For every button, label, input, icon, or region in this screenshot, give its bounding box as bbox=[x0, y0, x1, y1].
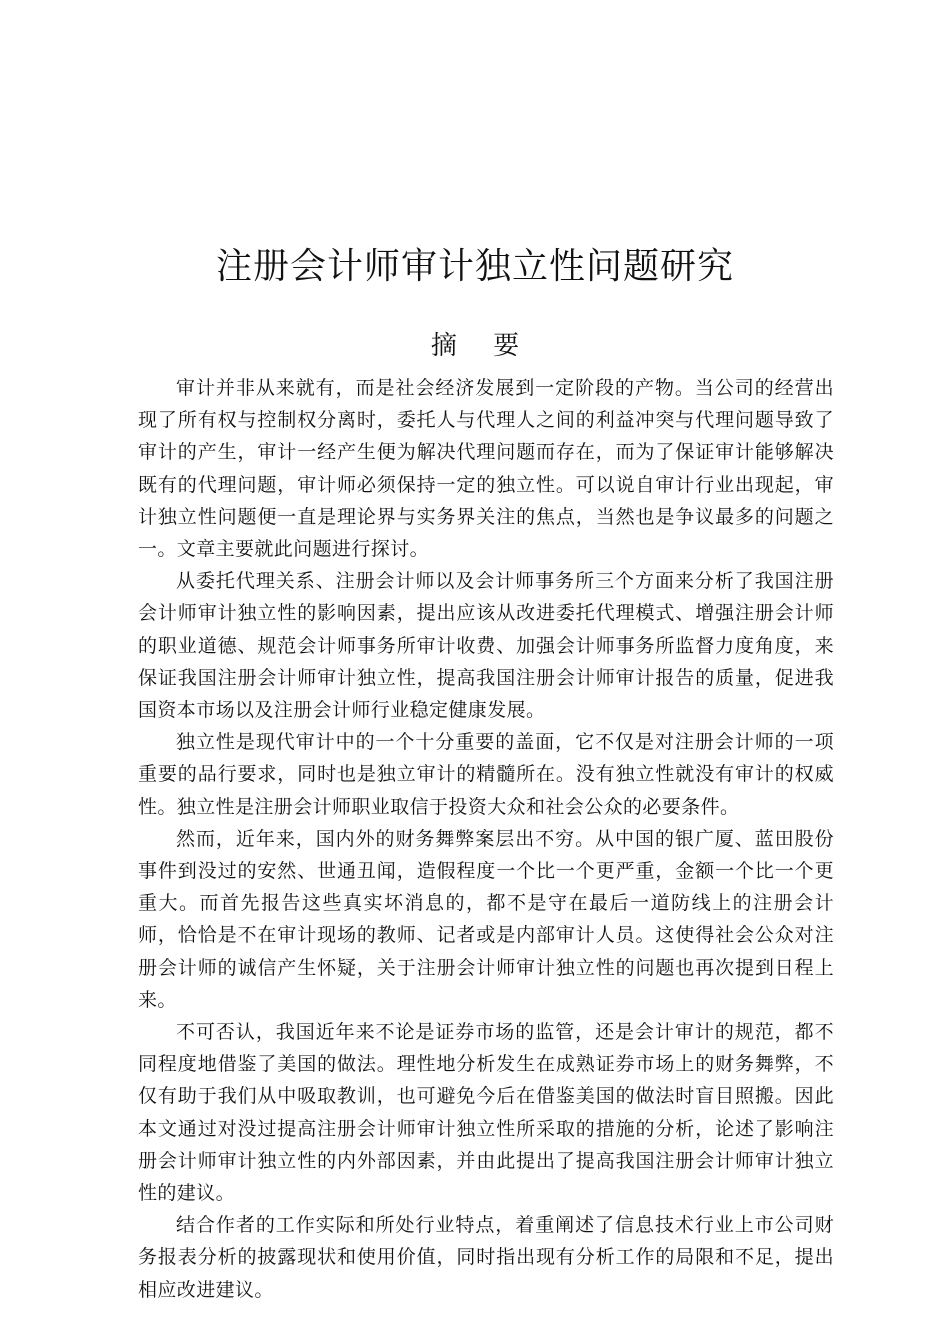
abstract-paragraph-4: 然而，近年来，国内外的财务舞弊案层出不穷。从中国的银广厦、蓝田股份事件到没过的安然、世通丑闻，造假程度一个比一个更严重，金额一个比一个更重大。而首先报告这些真实坏消息的，都不是守在最后一道防线上的注册会计师，恰恰是不在审计现场的教师、记者或是内部审计人员。这使得社会公众对注册会计师的诚信产生怀疑，关于注册会计师审计独立性的问题也再次提到日程上来。 bbox=[138, 827, 834, 1011]
abstract-heading: 摘 要 bbox=[430, 331, 534, 361]
abstract-paragraph-6: 结合作者的工作实际和所处行业特点，着重阐述了信息技术行业上市公司财务报表分析的披露现状和使用价值，同时指出现有分析工作的局限和不足，提出相应改进建议。 bbox=[138, 1214, 834, 1301]
abstract-paragraph-5: 不可否认，我国近年来不论是证券市场的监管，还是会计审计的规范，都不同程度地借鉴了美国的做法。理性地分析发生在成熟证券市场上的财务舞弊，不仅有助于我们从中吸取教训，也可避免今后在借鉴美国的做法时盲目照搬。因此本文通过对没过提高注册会计师审计独立性所采取的措施的分析，论述了影响注册会计师审计独立性的内外部因素，并由此提出了提高我国注册会计师审计独立性的建议。 bbox=[138, 1021, 834, 1205]
document-title: 注册会计师审计独立性问题研究 bbox=[215, 246, 734, 287]
abstract-paragraph-1: 审计并非从来就有，而是社会经济发展到一定阶段的产物。当公司的经营出现了所有权与控制权分离时，委托人与代理人之间的利益冲突与代理问题导致了审计的产生，审计一经产生便为解决代理问题而存在，而为了保证审计能够解决既有的代理问题，审计师必须保持一定的独立性。可以说自审计行业出现起，审计独立性问题便一直是理论界与实务界关注的焦点，当然也是争议最多的问题之一。文章主要就此问题进行探讨。 bbox=[138, 377, 834, 561]
abstract-paragraph-3: 独立性是现代审计中的一个十分重要的盖面，它不仅是对注册会计师的一项重要的品行要求，同时也是独立审计的精髓所在。没有独立性就没有审计的权威性。独立性是注册会计师职业取信于投资大众和社会公众的必要条件。 bbox=[138, 731, 834, 818]
abstract-paragraph-2: 从委托代理关系、注册会计师以及会计师事务所三个方面来分析了我国注册会计师审计独立性的影响因素，提出应该从改进委托代理模式、增强注册会计师的职业道德、规范会计师事务所审计收费、加强会计师事务所监督力度角度，来保证我国注册会计师审计独立性，提高我国注册会计师审计报告的质量，促进我国资本市场以及注册会计师行业稳定健康发展。 bbox=[138, 570, 834, 722]
abstract-body bbox=[138, 372, 834, 1306]
